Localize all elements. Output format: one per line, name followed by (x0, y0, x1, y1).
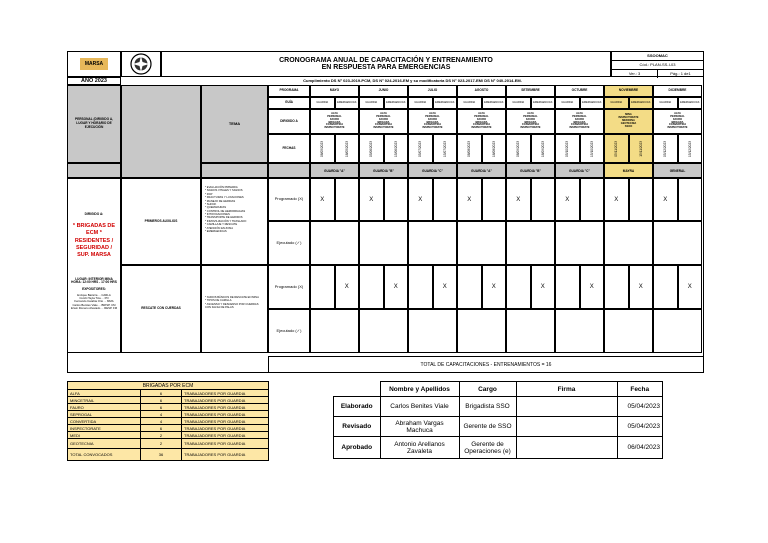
executed-cell (310, 309, 359, 353)
date-cell: 08/05/2023 (310, 134, 335, 163)
month-label: JULIO (408, 85, 457, 97)
schedule-cell (629, 178, 654, 221)
schedule-cell: X (335, 265, 360, 309)
row-label-fechas: FECHAS (268, 134, 310, 163)
guia-cell: EMERGENCIAS (482, 97, 507, 109)
row-label-dirigido: DIRIGIDO A (268, 109, 310, 134)
executed-cell (604, 309, 653, 353)
schedule-cell: X (433, 265, 458, 309)
signature-name: Antonio Arellanos Zavaleta (380, 437, 459, 459)
topic-detail-item: * SIGNOS VITALES Y SIGNOS (205, 189, 243, 193)
schedule-cell: X (359, 178, 384, 221)
guia-cell: GUARDIA (457, 97, 482, 109)
schedule-cell: X (580, 265, 605, 309)
date-cell: 18/05/2023 (335, 134, 360, 163)
programado-label: Programado (X) (268, 265, 310, 309)
executed-cell (506, 221, 555, 265)
date-cell: 05/06/2023 (359, 134, 384, 163)
executed-cell (408, 309, 457, 353)
topic-detail-item: * NUDOS BÁSICOS DE RESCATE EN MINA (205, 296, 259, 299)
signature-cargo: Gerente de SSO (459, 417, 516, 437)
dirigido-cell: ALFA PERSONAL FAURO BRIGADA CONVERTIDA INSPECTORATE (653, 109, 702, 134)
date-cell: 05/11/2023 (604, 134, 629, 163)
topic-details (201, 178, 268, 265)
month-label: SETIEMBRE (506, 85, 555, 97)
schedule-cell (555, 265, 580, 309)
brigade-emblem-icon (130, 53, 152, 75)
col-empty (121, 85, 201, 178)
guia-cell: GUARDIA (555, 97, 580, 109)
title-box (161, 51, 611, 77)
schedule-cell: X (408, 178, 433, 221)
company-code: SSOOMAC (612, 52, 703, 61)
year-label: AÑO 2023 (67, 77, 121, 85)
guia-cell: GUARDIA (408, 97, 433, 109)
signature-row (334, 397, 663, 417)
guardia-label: MAYRA (604, 163, 653, 178)
topic-detail-item: * RCP (205, 192, 213, 196)
schedule-cell (531, 178, 556, 221)
topic-detail-item: * MANEJO DE HERIDAS (205, 199, 236, 203)
guardia-label: GUARDIA "A" (310, 163, 359, 178)
date-cell: 15/10/2023 (580, 134, 605, 163)
col-empty-2 (67, 163, 121, 178)
executed-cell (604, 221, 653, 265)
guia-cell: GUARDIA (310, 97, 335, 109)
schedule-cell: X (506, 178, 531, 221)
brigade-row: FAURO 6 TRABAJADORES POR GUARDIA (68, 404, 269, 411)
signature-row (334, 417, 663, 437)
schedule-cell: X (555, 178, 580, 221)
target-brigades: * BRIGADAS DE ECM * RESIDENTES / SEGURIDAD / SUP. MARSA (72, 222, 116, 259)
schedule-cell (310, 265, 335, 309)
topic-name: RESCATE CON CUERDAS (121, 265, 201, 353)
guia-cell: GUARDIA (506, 97, 531, 109)
doc-info (611, 51, 704, 77)
row-label-guia: GUÍA (268, 97, 310, 109)
expositor-item: Enrique Bazarra ... CARLA (77, 292, 111, 297)
signature-firma (516, 437, 617, 459)
signature-role: Revisado (334, 417, 381, 437)
month-label: MAYO (310, 85, 359, 97)
schedule-cell: X (482, 265, 507, 309)
personal-cell (67, 178, 121, 353)
signature-fecha: 05/04/2023 (617, 397, 663, 417)
page-subtitle: EN RESPUESTA PARA EMERGENCIAS (321, 64, 451, 71)
brigade-total-row: TOTAL CONVOCADOS 36 TRABAJADORES POR GUARDIA (68, 449, 269, 461)
schedule-cell: X (678, 265, 703, 309)
guia-cell: EMERGENCIAS (384, 97, 409, 109)
guardia-label: GUARDIA "B" (506, 163, 555, 178)
signature-name: Abraham Vargas Machuca (380, 417, 459, 437)
dirigido-cell: MINA INSPECTORATE MEDICINA GEOTECNIA SSOO (604, 109, 653, 134)
guardia-label: GUARDIA "C" (408, 163, 457, 178)
executed-cell (457, 309, 506, 353)
guia-cell: GUARDIA (604, 97, 629, 109)
signature-cargo: Gerente de Operaciones (e) (459, 437, 516, 459)
schedule-cell (408, 265, 433, 309)
topic-detail-item: * EMERGENCIAS (205, 229, 227, 233)
row-label-empty (268, 163, 310, 178)
col-personal: PERSONAL (DIRIGIDO A, LUGAR Y HORARIO DE EJECUCIÓN (67, 85, 121, 163)
executed-cell (408, 221, 457, 265)
topic-detail-item: * INMOVILIZACIÓN Y TRASLADO (205, 219, 247, 223)
guia-cell: EMERGENCIAS (335, 97, 360, 109)
guia-cell: EMERGENCIAS (580, 97, 605, 109)
dirigido-cell: ALFA PERSONAL FAURO BRIGADA CONVERTIDA INSPECTORATE (457, 109, 506, 134)
expositores-label: EXPOSITORES: (82, 287, 106, 292)
guia-cell: GUARDIA (359, 97, 384, 109)
schedule-cell: X (653, 178, 678, 221)
executed-cell (457, 221, 506, 265)
schedule-cell (335, 178, 360, 221)
topic-detail-item: * ASCENSO Y DESCENSO POR CUERDAS CON FALSA DE PALAS (205, 302, 259, 310)
expositor-item: Carlos Benites Viale ... BRISP. CM (72, 302, 116, 307)
date-cell: 15/12/2023 (678, 134, 703, 163)
brigades-grid (67, 389, 269, 461)
brigade-row: SEPROGAL 4 TRABAJADORES POR GUARDIA (68, 411, 269, 418)
signature-fecha: 06/04/2023 (617, 437, 663, 459)
signature-fecha: 05/04/2023 (617, 417, 663, 437)
logo-box (67, 51, 121, 77)
expositor-list (68, 294, 120, 311)
brigades-title: BRIGADAS POR ECM (67, 381, 269, 389)
emblem-box (121, 51, 161, 77)
signature-cargo: Brigadista SSO (459, 397, 516, 417)
schedule-cell: X (531, 265, 556, 309)
place-text: LUGAR: INTERIOR MINA (75, 276, 113, 281)
row-label-programa: PROGRAMA (268, 85, 310, 97)
guia-cell: EMERGENCIAS (678, 97, 703, 109)
date-cell: 18/08/2023 (482, 134, 507, 163)
executed-cell (506, 309, 555, 353)
total-trainings: TOTAL DE CAPACITACIONES - ENTRENAMIENTOS = 16 (268, 356, 704, 373)
col-tema: TEMA (201, 85, 268, 163)
topic-detail-item: * TIPOS DE CAMILLA (205, 299, 232, 303)
header-fecha: Fecha (617, 382, 663, 397)
brigade-row: MINCETRAIL 6 TRABAJADORES POR GUARDIA (68, 397, 269, 404)
date-cell: 05/07/2023 (408, 134, 433, 163)
month-label: AGOSTO (457, 85, 506, 97)
guia-cell: EMERGENCIAS (531, 97, 556, 109)
executed-cell (653, 221, 702, 265)
month-label: NOVIEMBRE (604, 85, 653, 97)
company-logo: MARSA (80, 58, 108, 70)
topic-detail-item: * INTOXICACIONES (205, 213, 230, 216)
executed-cell (555, 309, 604, 353)
signature-firma (516, 417, 617, 437)
topic-detail-item: * ATENCIÓN EN ZONA (205, 226, 234, 230)
guardia-label: GUARDIA "A" (457, 163, 506, 178)
signatures-table (333, 381, 663, 459)
month-header (310, 85, 702, 178)
topic-details (201, 265, 268, 353)
guardia-label: GUARDIA "B" (359, 163, 408, 178)
date-cell: 15/07/2023 (433, 134, 458, 163)
ejecutado-label: Ejecutado (✓) (268, 221, 310, 265)
schedule-cell (482, 178, 507, 221)
brigade-row: MEDI 2 TRABAJADORES POR GUARDIA (68, 432, 269, 439)
header-cargo: Cargo (459, 382, 516, 397)
topic-detail-item: * CAMILLAJE Y RESCATE (205, 223, 238, 227)
topic-grid (310, 265, 702, 353)
hours-text: HORA: 12:00 HRS - 17:00 HRS (71, 280, 117, 285)
month-label: OCTUBRE (555, 85, 604, 97)
header-name: Nombre y Apellidos (380, 382, 459, 397)
ejecutado-label: Ejecutado (✓) (268, 309, 310, 353)
topic-detail-item: * SHOCK (205, 202, 217, 206)
programado-label: Programado (X) (268, 178, 310, 221)
topic-grid (310, 178, 702, 265)
compliance-text: Cumplimiento DS N° 023-2019-PCM, DS N° 024-2016-EM y su modificatoria DS N° 023-2017-EM/ DS N° 040-2014-EM. (303, 77, 522, 83)
date-cell: 08/08/2023 (457, 134, 482, 163)
schedule-cell: X (457, 178, 482, 221)
dirigido-cell: ALFA PERSONAL FAURO BRIGADA CONVERTIDA INSPECTORATE (506, 109, 555, 134)
doc-code: Cód.: PLAN-SS-I-03 (612, 61, 703, 70)
signature-role: Aprobado (334, 437, 381, 459)
brigades-table (67, 381, 269, 461)
topic-detail-item: * QUEMADURAS (205, 206, 227, 210)
executed-cell (653, 309, 702, 353)
schedule-cell (653, 265, 678, 309)
guia-cell: EMERGENCIAS (629, 97, 654, 109)
doc-version: Ver.: 3 (612, 70, 658, 78)
header-firma: Firma (516, 382, 617, 397)
month-label: DICIEMBRE (653, 85, 702, 97)
signature-role: Elaborado (334, 397, 381, 417)
executed-cell (359, 309, 408, 353)
dirigido-label: DIRIGIDO A: (84, 212, 104, 216)
topic-detail-item: * TRANSPORTE DE HERIDOS (205, 216, 243, 220)
date-cell: 15/06/2023 (384, 134, 409, 163)
signature-firma (516, 397, 617, 417)
schedule-cell: X (604, 178, 629, 221)
guardia-label: GUARDIA "C" (555, 163, 604, 178)
date-cell: 05/12/2023 (653, 134, 678, 163)
schedule-cell: X (629, 265, 654, 309)
schedule-cell (604, 265, 629, 309)
doc-page: Pág.: 1 de1 (670, 70, 691, 76)
dirigido-cell: ALFA PERSONAL FAURO BRIGADA CONVERTIDA INSPECTORATE (359, 109, 408, 134)
schedule-cell (359, 265, 384, 309)
topic-detail-item: * EVALUACIÓN PRIMARIA (205, 186, 238, 189)
executed-cell (310, 221, 359, 265)
page-title: CRONOGRAMA ANUAL DE CAPACITACIÓN Y ENTRENAMIENTO (279, 57, 493, 64)
executed-cell (359, 221, 408, 265)
brigade-row: ALFA 6 TRABAJADORES POR GUARDIA (68, 390, 269, 397)
date-cell: 05/10/2023 (555, 134, 580, 163)
schedule-cell (580, 178, 605, 221)
topic-detail-item: * FRACTURAS Y LUXACIONES (205, 196, 244, 200)
schedule-cell: X (384, 265, 409, 309)
schedule-cell (384, 178, 409, 221)
expositor-item: Fernando Carabia Orto ... MMA (74, 299, 114, 304)
dirigido-cell: ALFA PERSONAL FAURO BRIGADA CONVERTIDA INSPECTORATE (408, 109, 457, 134)
guia-cell: EMERGENCIAS (433, 97, 458, 109)
col-empty-3 (201, 163, 268, 178)
date-cell: 08/09/2023 (506, 134, 531, 163)
date-cell: 15/11/2023 (629, 134, 654, 163)
expositor-item: Cumbi Tayta Tica ... PO (79, 296, 109, 301)
topic-detail-item: * CONTROL DE HEMORRAGIAS (205, 209, 246, 213)
signature-row (334, 437, 663, 459)
topic-name: PRIMEROS AUXILIOS (121, 178, 201, 265)
date-cell: 18/09/2023 (531, 134, 556, 163)
expositor-item: Erwin Romero Alvarado ... RESP. FM (70, 306, 118, 311)
signature-name: Carlos Benites Viale (380, 397, 459, 417)
schedule-cell (457, 265, 482, 309)
dirigido-cell: ALFA PERSONAL FAURO BRIGADA CONVERTIDA INSPECTORATE (310, 109, 359, 134)
schedule-cell (506, 265, 531, 309)
dirigido-cell: ALFA PERSONAL FAURO BRIGADA CONVERTIDA INSPECTORATE (555, 109, 604, 134)
guardia-label: GENERAL (653, 163, 702, 178)
month-label: JUNIO (359, 85, 408, 97)
executed-cell (555, 221, 604, 265)
schedule-cell: X (310, 178, 335, 221)
guia-cell: GUARDIA (653, 97, 678, 109)
brigade-row: CONVERTIDA 4 TRABAJADORES POR GUARDIA (68, 418, 269, 425)
schedule-cell (678, 178, 703, 221)
schedule-cell (433, 178, 458, 221)
brigade-row: INSPECTORATE 6 TRABAJADORES POR GUARDIA (68, 425, 269, 432)
brigade-row: GEOTECNIA 2 TRABAJADORES POR GUARDIA (68, 439, 269, 449)
